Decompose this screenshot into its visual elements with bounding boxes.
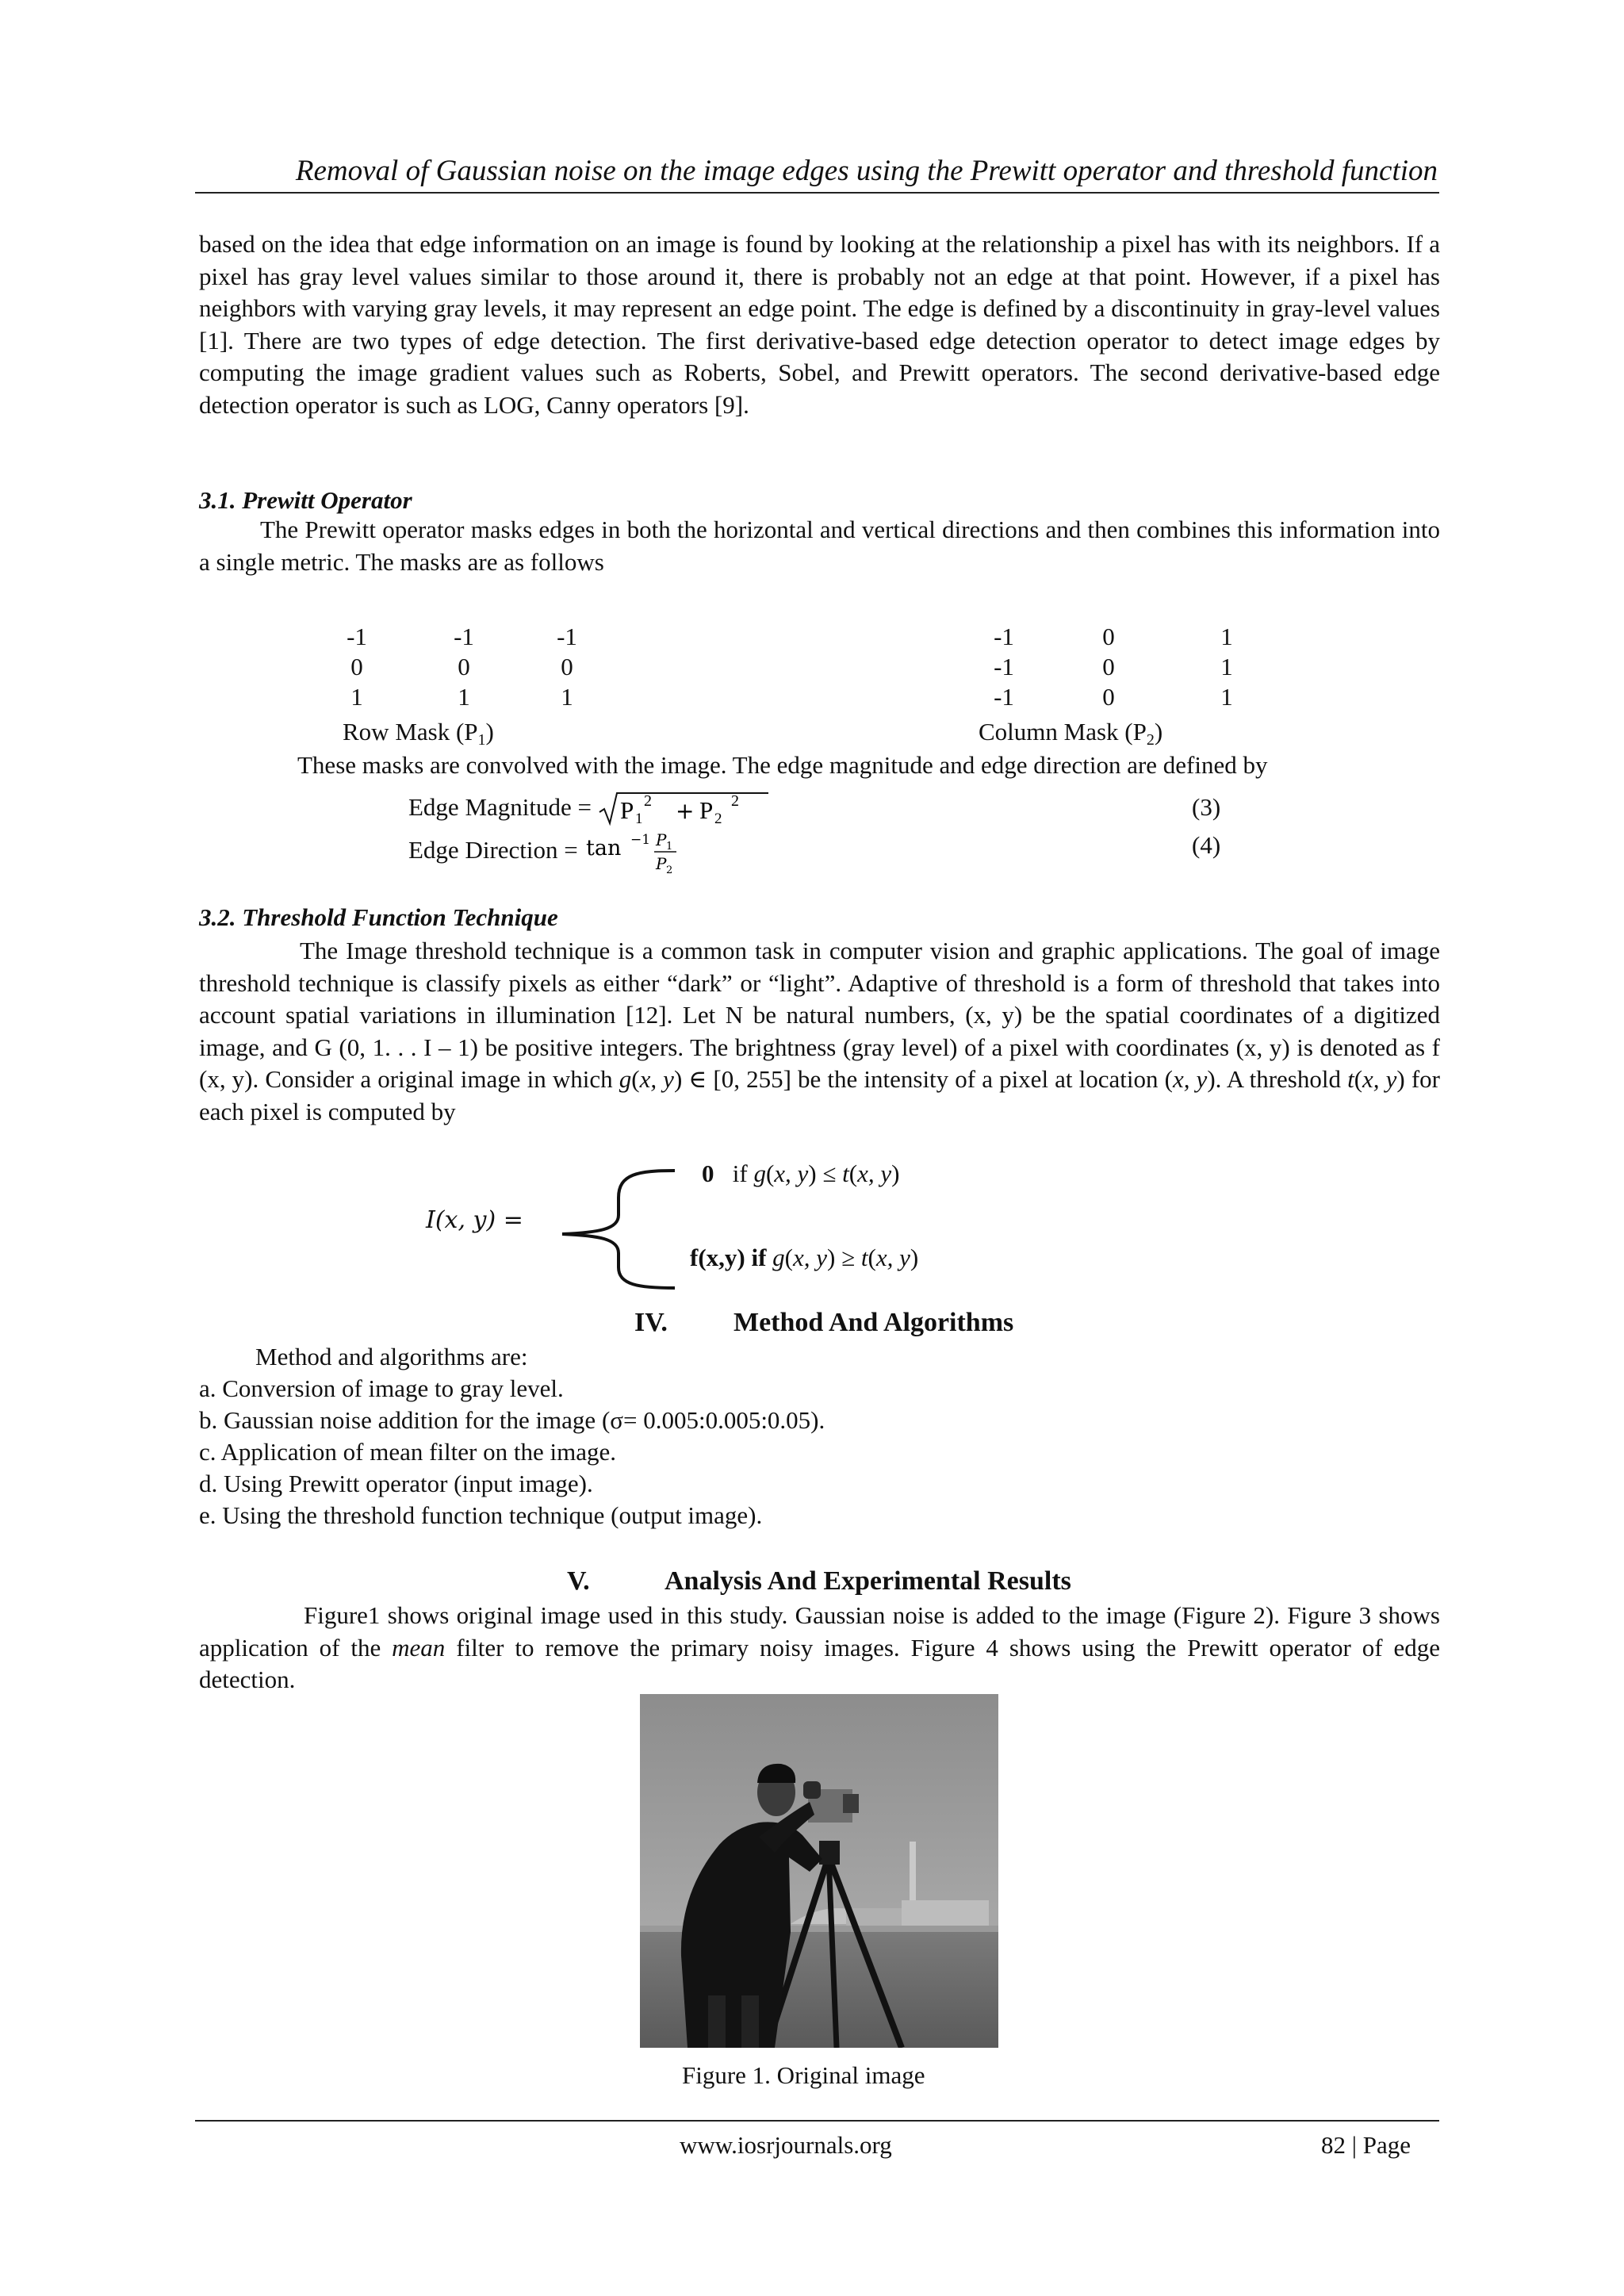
column-mask-cell: -1: [994, 653, 1014, 680]
header-rule: [195, 192, 1439, 194]
row-mask-cell: -1: [347, 623, 367, 650]
svg-text:P: P: [699, 796, 713, 824]
section-5-number: V.: [567, 1566, 590, 1596]
equation-4: [408, 828, 688, 880]
column-mask-cell: -1: [994, 683, 1014, 711]
method-list-item: d. Using Prewitt operator (input image).: [199, 1470, 593, 1497]
sqrt-expression: [598, 790, 772, 826]
method-list-item: a. Conversion of image to gray level.: [199, 1374, 564, 1402]
row-mask-cell: 0: [458, 653, 470, 680]
row-mask-cell: 1: [561, 683, 573, 711]
row-mask-cell: 0: [561, 653, 573, 680]
row-mask-cell: 1: [458, 683, 470, 711]
equation-3-label: Edge Magnitude =: [408, 793, 598, 821]
footer-website: www.iosrjournals.org: [680, 2131, 892, 2159]
equation-4-label: Edge Direction =: [408, 836, 584, 864]
svg-text:P: P: [655, 854, 666, 873]
column-mask-cell: -1: [994, 623, 1014, 650]
row-mask-cell: 0: [350, 653, 363, 680]
case-2-condition: if g(x, y) ≥ t(x, y): [751, 1244, 919, 1271]
case-1-value: 0: [702, 1159, 714, 1187]
equation-3-number: (3): [1192, 793, 1221, 821]
method-list-item: c. Application of mean filter on the image.: [199, 1438, 616, 1466]
svg-text:−1: −1: [630, 832, 650, 848]
section-3-1-heading: 3.1. Prewitt Operator: [199, 486, 412, 514]
column-mask-cell: 1: [1220, 623, 1233, 650]
column-mask-cell: 1: [1220, 653, 1233, 680]
convolve-text: These masks are convolved with the image. The edge magnitude and edge direction are defined by: [297, 751, 1268, 779]
svg-text:1: 1: [634, 811, 643, 826]
arctan-expression: [584, 828, 688, 880]
svg-text:2: 2: [730, 792, 739, 810]
equation-3: [408, 790, 772, 826]
svg-text:1: 1: [665, 841, 672, 853]
figure-1-caption: Figure 1. Original image: [682, 2061, 925, 2089]
row-mask-cell: -1: [454, 623, 474, 650]
svg-text:2: 2: [643, 792, 652, 810]
section-3-1-paragraph: The Prewitt operator masks edges in both the horizontal and vertical directions and then combines this information into a single metric. The masks are as follows: [199, 516, 1440, 576]
column-mask-cell: 0: [1102, 683, 1115, 711]
column-mask-label: Column Mask $(P_2)$: [979, 718, 1163, 749]
case-2-value: f(x,y): [690, 1244, 745, 1271]
section-5-paragraph: Figure1 shows original image used in this study. Gaussian noise is added to the image (Figure 2). Figure 3 shows application of the mean filter to remove the primary noisy images. Figure 4 shows using the Prewitt operator of edge detection.: [199, 1601, 1440, 1693]
equation-4-number: (4): [1192, 831, 1221, 859]
running-title: Removal of Gaussian noise on the image edges using the Prewitt operator and threshold function: [295, 155, 1438, 187]
section-3-2-paragraph: The Image threshold technique is a common task in computer vision and graphic applications. The goal of image threshold technique is classify pixels as either “dark” or “light”. Adaptive of threshold is a form of threshold that takes into account spatial variations in illumination [12]. Let N be natural numbers, (x, y) be the spatial coordinates of a digitized image, and G (0, 1. . . I – 1) be positive integers. The brightness (gray level) of a pixel with coordinates (x, y) is denoted as f (x, y). Consider a original image in which g(x, y) ∈ [0, 255] be the intensity of a pixel at location (x, y). A threshold t(x, y) for each pixel is computed by: [199, 937, 1440, 1125]
piecewise-lhs: I(x, y) =: [426, 1206, 523, 1234]
column-mask-cell: 1: [1220, 683, 1233, 711]
figure-1-image: [640, 1694, 998, 2048]
left-brace: [559, 1166, 678, 1293]
intro-paragraph: based on the idea that edge information on an image is found by looking at the relationship a pixel has with its neighbors. If a pixel has gray level values similar to those around it, there is probably not an edge at that point. However, if a pixel has neighbors with varying gray levels, it may represent an edge point. The edge is defined by a discontinuity in gray-level values [1]. There are two types of edge detection. The first derivative-based edge detection operator to detect image edges by computing the image gradient values such as Roberts, Sobel, and Prewitt operators. The second derivative-based edge detection operator is such as LOG, Canny operators [9].: [199, 230, 1440, 419]
section-4-number: IV.: [634, 1308, 668, 1337]
column-mask-cell: 0: [1102, 653, 1115, 680]
method-list-item: b. Gaussian noise addition for the image (σ= 0.005:0.005:0.05).: [199, 1406, 825, 1434]
svg-text:tan: tan: [585, 836, 621, 861]
svg-text:+: +: [675, 798, 695, 824]
section-4-intro: Method and algorithms are:: [255, 1343, 528, 1370]
section-5-title: Analysis And Experimental Results: [665, 1566, 1071, 1596]
svg-text:2: 2: [714, 811, 722, 826]
svg-text:P: P: [619, 796, 634, 824]
footer-rule: [195, 2120, 1439, 2122]
method-list-item: e. Using the threshold function technique (output image).: [199, 1501, 763, 1529]
row-mask-cell: -1: [557, 623, 577, 650]
row-mask-cell: 1: [350, 683, 363, 711]
footer-page-number: 82 | Page: [1321, 2131, 1411, 2159]
case-1-condition: if g(x, y) ≤ t(x, y): [732, 1159, 900, 1187]
piecewise-case-2: [690, 1244, 918, 1272]
row-mask-label: Row Mask $(P_1)$: [343, 718, 494, 749]
section-3-2-heading: 3.2. Threshold Function Technique: [199, 903, 558, 931]
piecewise-case-1: [702, 1159, 899, 1188]
svg-text:P: P: [655, 830, 666, 849]
section-4-title: Method And Algorithms: [733, 1308, 1014, 1337]
column-mask-cell: 0: [1102, 623, 1115, 650]
svg-text:2: 2: [665, 864, 672, 876]
